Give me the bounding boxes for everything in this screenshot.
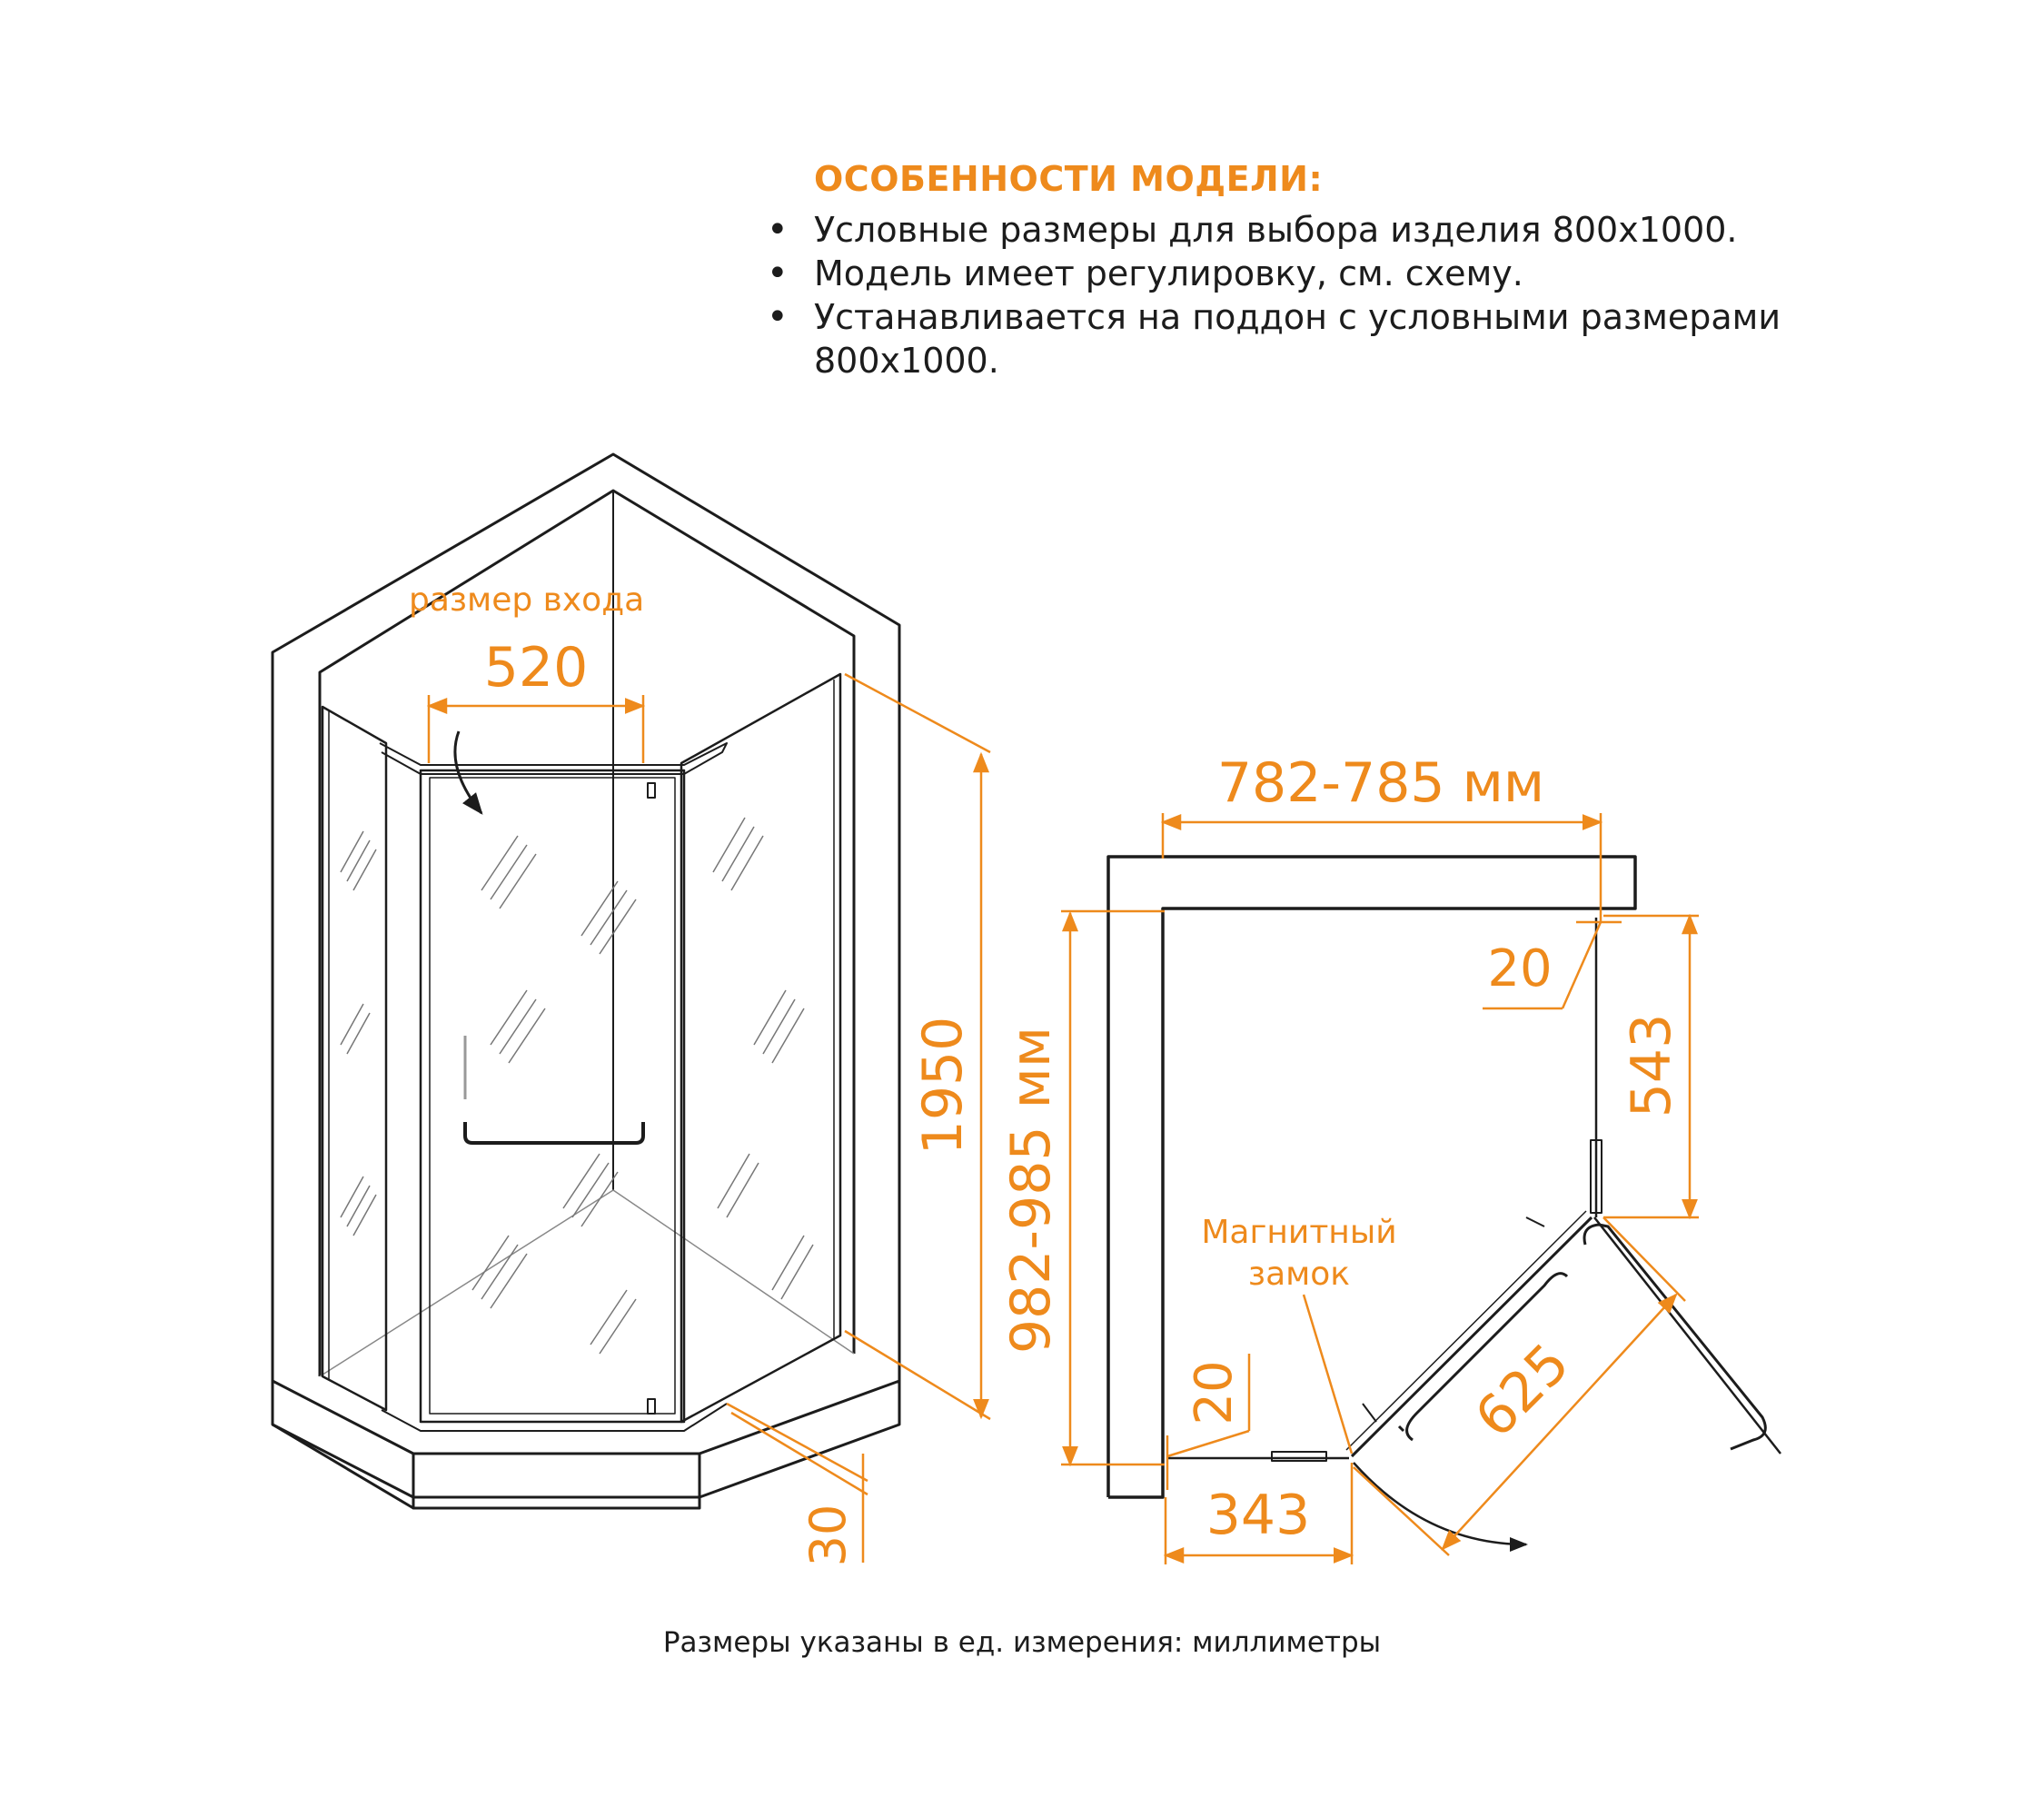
gap-bottom-leader [1167,1431,1249,1456]
door-handle [465,1122,643,1143]
feature-item-3: • Устанавливается на поддон с условными размерами 800x1000. [814,295,1944,382]
front-panel-value: 343 [1206,1484,1311,1547]
gap-bottom-value: 20 [1185,1360,1244,1425]
plan-hinge-1 [1526,1217,1544,1226]
gap-top-leader [1563,922,1601,1008]
door-width-value: 625 [1463,1331,1583,1451]
feature-item-1: • Условные размеры для выбора изделия 800x1000. [814,208,1944,252]
door-frame [421,770,684,1422]
iso-dimensions [429,674,990,1563]
height-value: 1950 [911,1016,975,1156]
height-ext-top [845,674,990,752]
plan-swing-arc [1354,1463,1526,1544]
units-note: Размеры указаны в ед. измерения: миллиметры [662,1626,1382,1659]
magnet-label-line1: Магнитный [1201,1214,1397,1251]
door-ext-1 [1354,1467,1449,1555]
plan-door [1352,1217,1592,1456]
tray-offset-ext1 [727,1404,868,1481]
depth-range-value: 982-985 мм [999,1026,1063,1355]
feature-item-2: • Модель имеет регулировку, см. схему. [814,252,1944,295]
tray-sides [273,1425,413,1508]
plan-door-open-handle [1584,1225,1765,1449]
door-ext-2 [1603,1217,1685,1301]
width-range-value: 782-785 мм [1216,751,1545,815]
plan-dimensions [1061,813,1699,1564]
plan-door-open [1594,1217,1781,1454]
entry-size-label: размер входа [409,581,645,619]
magnet-label-line2: замок [1247,1256,1351,1293]
side-panel-value: 543 [1620,1013,1683,1118]
hinge-top [648,783,655,798]
tray-offset-ext2 [731,1413,868,1494]
hinge-bottom [648,1399,655,1414]
wall-inner-edge [320,491,854,1376]
glass-hatching [341,818,813,1354]
plan-hinge-2 [1363,1404,1376,1422]
plan-front-profile [1272,1452,1326,1461]
right-panel-frame [681,674,840,1422]
entry-width-value: 520 [483,636,589,700]
tray-front [413,1454,700,1508]
door-swing-arrow [455,731,481,813]
features-title: ОСОБЕННОСТИ МОДЕЛИ: [814,159,1324,199]
left-panel-frame [322,707,386,1410]
gap-top-value: 20 [1487,939,1553,998]
height-ext-bottom [845,1331,990,1419]
plan-view [1108,857,1781,1544]
tray-offset-value: 30 [799,1504,857,1567]
magnet-leader [1304,1295,1352,1454]
